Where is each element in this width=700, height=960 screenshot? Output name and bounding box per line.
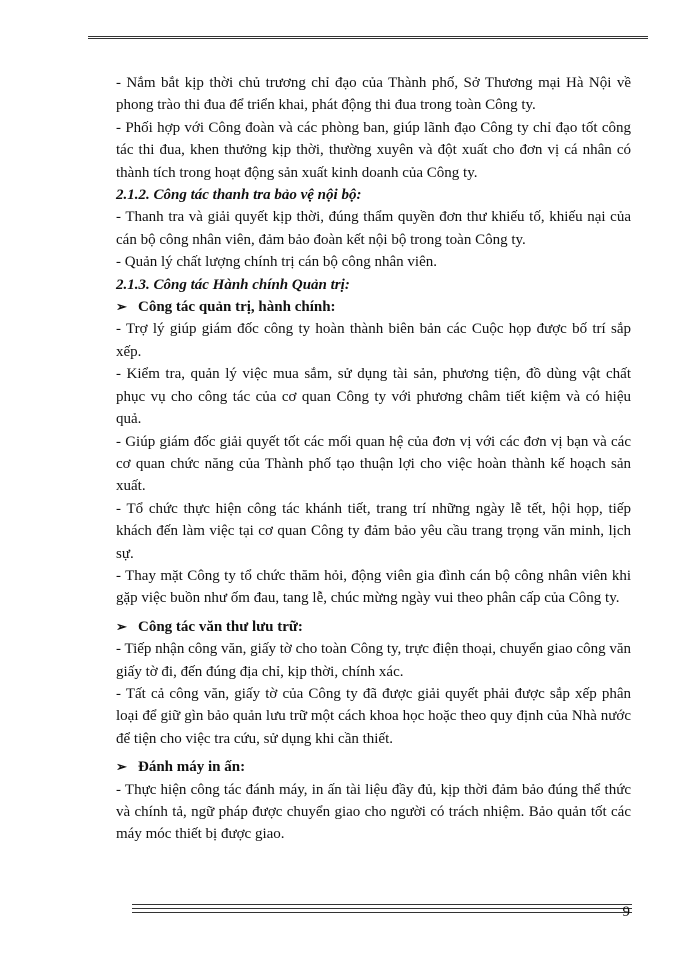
arrow-bullet-icon: ➢ xyxy=(116,618,127,634)
paragraph: - Nắm bắt kịp thời chủ trương chỉ đạo của Thành phố, Sở Thương mại Hà Nội về phong trào thi đua để triển khai, phát động thi đua trong toàn Công ty. xyxy=(116,75,631,114)
subheading-label: Công tác văn thư lưu trữ: xyxy=(138,618,303,635)
paragraph: - Tất cả công văn, giấy tờ của Công ty đã được giải quyết phải được sắp xếp phân loại để giữ gìn bảo quản lưu trữ một cách khoa học hoặc theo quy định của Nhà nước để tiện cho việc tra cứu, sử dụng khi cần thiết. xyxy=(116,685,631,747)
paragraph: - Giúp giám đốc giải quyết tốt các mối quan hệ của đơn vị với các đơn vị bạn và các cơ quan chức năng của Thành phố tạo thuận lợi cho việc hoàn thành kế hoạch sản xuất. xyxy=(116,433,631,495)
paragraph: - Phối hợp với Công đoàn và các phòng ban, giúp lãnh đạo Công ty chỉ đạo tốt công tác thi đua, khen thưởng kịp thời, thường xuyên và đột xuất cho đơn vị cá nhân có thành tích trong hoạt động sản xuất kinh doanh của Công ty. xyxy=(116,119,631,181)
subheading-typing xyxy=(116,756,631,778)
paragraph: - Thực hiện công tác đánh máy, in ấn tài liệu đầy đủ, kịp thời đảm bảo đúng thể thức và chính tả, ngữ pháp được chuyển giao cho người có trách nhiệm. Bảo quản tốt các máy móc thiết bị được giao. xyxy=(116,781,631,843)
paragraph: - Trợ lý giúp giám đốc công ty hoàn thành biên bản các Cuộc họp được bố trí sắp xếp. xyxy=(116,321,631,360)
subheading-label: Công tác quản trị, hành chính: xyxy=(138,299,336,316)
document-body xyxy=(116,72,631,846)
arrow-bullet-icon: ➢ xyxy=(116,299,127,315)
paragraph: - Tiếp nhận công văn, giấy tờ cho toàn Công ty, trực điện thoại, chuyển giao công văn giấy tờ đi, đến đúng địa chỉ, kịp thời, chính xác. xyxy=(116,641,631,680)
page-number: 9 xyxy=(622,904,630,920)
arrow-bullet-icon: ➢ xyxy=(116,759,127,775)
footer-rule xyxy=(132,904,632,913)
subheading-label: Đánh máy in ấn: xyxy=(138,759,246,776)
page-border-top xyxy=(88,36,648,39)
subheading-administration xyxy=(116,296,631,318)
paragraph: - Quản lý chất lượng chính trị cán bộ công nhân viên. xyxy=(116,254,437,271)
paragraph: - Kiểm tra, quản lý việc mua sắm, sử dụng tài sản, phương tiện, đồ dùng vật chất phục vụ cho công tác của cơ quan Công ty với phương châm tiết kiệm và có hiệu quả. xyxy=(116,366,631,428)
paragraph: - Tổ chức thực hiện công tác khánh tiết, trang trí những ngày lễ tết, hội họp, tiếp khách đến làm việc tại cơ quan Công ty đảm bảo yêu cầu trang trọng văn minh, lịch sự. xyxy=(116,500,631,562)
paragraph: - Thanh tra và giải quyết kịp thời, đúng thẩm quyền đơn thư khiếu tố, khiếu nại của cán bộ công nhân viên, đảm bảo đoàn kết nội bộ trong toàn Công ty. xyxy=(116,209,631,248)
section-heading-2-1-3: 2.1.3. Công tác Hành chính Quản trị: xyxy=(116,276,350,293)
section-heading-2-1-2: 2.1.2. Công tác thanh tra bảo vệ nội bộ: xyxy=(116,187,362,204)
paragraph: - Thay mặt Công ty tổ chức thăm hỏi, động viên gia đình cán bộ công nhân viên khi gặp việc buồn như ốm đau, tang lễ, chúc mừng ngày vui theo phân cấp của Công ty. xyxy=(116,567,631,607)
subheading-archive xyxy=(116,616,631,638)
